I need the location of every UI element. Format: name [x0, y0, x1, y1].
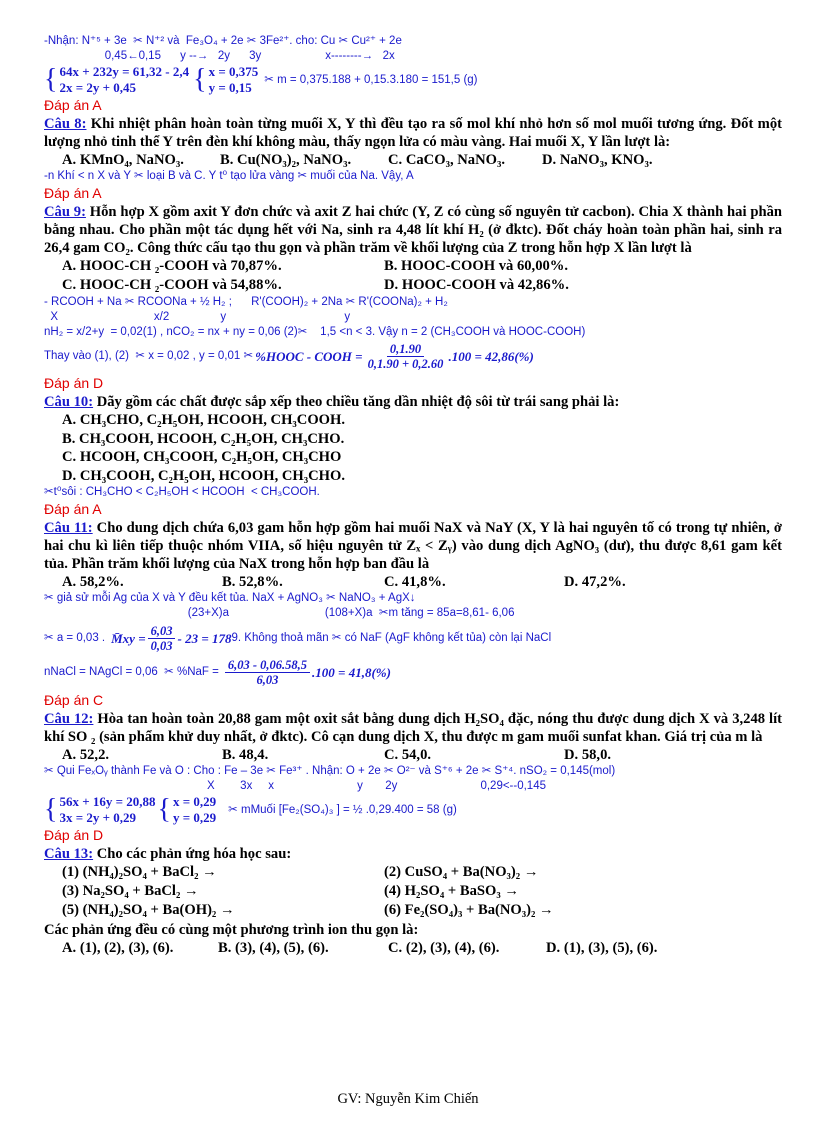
answer-label: Đáp án D: [44, 827, 104, 843]
equation: 64x + 232y = 61,32 - 2,4: [59, 64, 190, 79]
denominator: 0,1.90 + 0,2.60: [367, 357, 444, 371]
option-a: A. (1), (2), (3), (6).: [62, 940, 174, 956]
equation: x = 0,29: [172, 794, 217, 809]
equation-system: { x = 0,375 y = 0,15: [193, 64, 259, 95]
equation: 2x = 2y + 0,45: [59, 80, 137, 95]
solution-line: -Nhận: N⁺⁵ + 3e ✂ N⁺² và Fe₃O₄ + 2e ✂ 3Fe²⁺. cho: Cu ✂ Cu²⁺ + 2e: [44, 35, 402, 47]
option-b: B. (3), (4), (5), (6).: [218, 940, 329, 956]
option-b: B. 48,4.: [222, 747, 269, 763]
solution-line: (23+X)a (108+X)a ✂m tăng = 85a=8,61- 6,06: [44, 607, 515, 619]
answer-label: Đáp án A: [44, 501, 102, 517]
formula-rhs: .100 = 41,8(%): [312, 664, 391, 680]
option-c: C. 54,0.: [384, 747, 432, 763]
question-12: [44, 710, 782, 746]
option-a: A. 58,2%.: [62, 574, 124, 590]
equation: y = 0,29: [172, 810, 217, 825]
numerator: 6,03: [148, 624, 176, 639]
fraction: [148, 624, 176, 653]
option-c: C. 41,8%.: [384, 574, 446, 590]
question-number: Câu 11:: [44, 520, 93, 536]
solution-text: ✂ a = 0,03 .: [44, 632, 106, 644]
question-text: Cho các phản ứng hóa học sau:: [93, 846, 292, 862]
formula-lhs: %HOOC - COOH =: [255, 348, 363, 364]
reaction-4: (4) H₂SO₄ + BaSO₃ →: [384, 883, 519, 899]
equation-system: { 64x + 232y = 61,32 - 2,4 2x = 2y + 0,45: [44, 64, 190, 95]
solution-text: 9. Không thoả mãn ✂ có NaF (AgF không kết tủa) còn lại NaCl: [231, 632, 552, 644]
reactions-grid: [44, 863, 782, 920]
option-d: D. HOOC-COOH và 42,86%.: [384, 277, 569, 293]
fraction: [225, 658, 310, 687]
solution-line: X 3x x y 2y 0,29<--0,145: [44, 780, 546, 792]
option-b: B. CH₃COOH, HCOOH, C₂H₅OH, CH₃CHO.: [62, 430, 345, 447]
denominator: 6,03: [256, 673, 279, 687]
solution-line: ✂ giả sử mỗi Ag của X và Y đều kết tủa. NaX + AgNO₃ ✂ NaNO₃ + AgX↓: [44, 592, 416, 604]
solution-line: 0,45←0,15 y --→ 2y 3y x--------→ 2x: [44, 50, 395, 62]
page-content: [44, 34, 782, 957]
question-text: Cho dung dịch chứa 6,03 gam hỗn hợp gồm hai muối NaX và NaY (X, Y là hai nguyên tố có trong tự nhiên, ở hai chu kì liên tiếp thuộc nhóm VIIA, số hiệu nguyên tử Zₓ < Zᵧ) vào dung dịch AgNO₃ (dư), thu được 8,61 gam kết tủa. Phần trăm khối lượng của NaX trong hỗn hợp ban đầu là: [44, 520, 783, 572]
formula-rhs: - 23 = 178: [177, 630, 232, 646]
reaction-2: (2) CuSO₄ + Ba(NO₃)₂ →: [384, 864, 539, 880]
solution-line: ✂t⁰sôi : CH₃CHO < C₂H₅OH < HCOOH < CH₃COOH.: [44, 486, 320, 498]
equation: x = 0,375: [208, 64, 259, 79]
numerator: 6,03 - 0,06.58,5: [225, 658, 310, 673]
question-11: [44, 519, 782, 573]
equation-system-row: [44, 794, 782, 826]
option-c: C. HCOOH, CH₃COOH, C₂H₅OH, CH₃CHO: [62, 449, 342, 465]
question-number: Câu 8:: [44, 116, 87, 132]
option-d: D. 58,0.: [564, 747, 612, 763]
option-b: B. 52,8%.: [222, 574, 283, 590]
option-d: D. CH₃COOH, C₂H₅OH, HCOOH, CH₃CHO.: [62, 467, 346, 484]
option-a: A. HOOC-CH ₂-COOH và 70,87%.: [62, 258, 282, 274]
question-number: Câu 13:: [44, 846, 94, 862]
question-8: [44, 115, 782, 151]
option-c: C. HOOC-CH ₂-COOH và 54,88%.: [62, 277, 282, 293]
reaction-1: (1) (NH₄)₂SO₄ + BaCl₂ →: [62, 864, 217, 880]
question-number: Câu 9:: [44, 204, 86, 220]
option-a: A. 52,2.: [62, 747, 110, 763]
reaction-6: (6) Fe₂(SO₄)₃ + Ba(NO₃)₂ →: [384, 902, 554, 918]
options-grid: [44, 257, 782, 295]
formula-row: [44, 658, 782, 687]
option-d: D. 47,2%.: [564, 574, 626, 590]
option-b: B. Cu(NO₃)₂, NaNO₃.: [220, 152, 352, 168]
page-footer: GV: Nguyễn Kim Chiến: [337, 1091, 479, 1107]
question-text: Dãy gồm các chất được sắp xếp theo chiều tăng dần nhiệt độ sôi từ trái sang phải là:: [93, 394, 620, 410]
answer-label: Đáp án C: [44, 692, 104, 708]
options-row: [44, 151, 782, 169]
option-a: A. CH₃CHO, C₂H₅OH, HCOOH, CH₃COOH.: [62, 412, 346, 428]
equation-system: { 56x + 16y = 20,88 3x = 2y + 0,29: [44, 794, 156, 825]
solution-line: nH₂ = x/2+y = 0,02(1) , nCO₂ = nx + ny = 0,06 (2)✂ 1,5 <n < 3. Vậy n = 2 (CH₃COOH và HOOC-COOH): [44, 326, 586, 338]
option-c: C. CaCO₃, NaNO₃.: [388, 152, 505, 168]
solution-text: Thay vào (1), (2) ✂ x = 0,02 , y = 0,01 ✂: [44, 350, 254, 362]
solution-result: ✂ m = 0,375.188 + 0,15.3.180 = 151,5 (g): [264, 73, 478, 86]
question-text: Hòa tan hoàn toàn 20,88 gam một oxit sắt bằng dung dịch H₂SO₄ đặc, nóng thu được dung dịch X và 3,248 lít khí SO ₂ (sản phẩm khử duy nhất, ở đktc). Cô cạn dung dịch X, thu được m gam muối sunfat khan. Giá trị của m là: [44, 711, 782, 745]
formula-rhs: .100 = 42,86(%): [448, 348, 534, 364]
equation: y = 0,15: [208, 80, 252, 95]
solution-line: -n Khí < n X và Y ✂ loại B và C. Y t⁰ tạo lửa vàng ✂ muối của Na. Vậy, A: [44, 170, 414, 182]
formula-lhs: M̄xy =: [111, 630, 146, 646]
question-number: Câu 12:: [44, 711, 94, 727]
equation-system-row: [44, 64, 782, 96]
equation: 3x = 2y + 0,29: [59, 810, 137, 825]
solution-result: ✂ mMuối [Fe₂(SO₄)₃ ] = ½ .0,29.400 = 58 (g): [228, 803, 457, 816]
formula-row: [44, 342, 782, 371]
question-text: Hỗn hợp X gồm axit Y đơn chức và axit Z hai chức (Y, Z có cùng số nguyên tử cacbon). Chia X thành hai phần bằng nhau. Cho phần một tác dụng hết với Na, sinh ra 4,48 lít khí H₂ (ở đktc). Đốt cháy hoàn toàn phần hai, sinh ra 26,4 gam CO₂. Công thức cấu tạo thu gọn và phần trăm về khối lượng của Z trong hỗn hợp X lần lượt là: [44, 204, 782, 256]
solution-line: - RCOOH + Na ✂ RCOONa + ½ H₂ ; R'(COOH)₂ + 2Na ✂ R'(COONa)₂ + H₂: [44, 296, 448, 308]
answer-label: Đáp án A: [44, 97, 102, 113]
question-10: [44, 393, 782, 411]
solution-line: ✂ Qui FeₓOᵧ thành Fe và O : Cho : Fe – 3e ✂ Fe³⁺ . Nhận: O + 2e ✂ O²⁻ và S⁺⁶ + 2e ✂ S⁺⁴. nSO₂ = 0,145(mol): [44, 765, 616, 777]
numerator: 0,1.90: [387, 342, 424, 357]
equation-system: { x = 0,29 y = 0,29: [157, 794, 217, 825]
options-row: [44, 746, 782, 764]
denominator: 0,03: [150, 639, 173, 653]
reaction-3: (3) Na₂SO₄ + BaCl₂ →: [62, 883, 199, 899]
solution-text: nNaCl = NAgCl = 0,06 ✂ %NaF =: [44, 666, 219, 678]
solution-line: X x/2 y y: [44, 311, 351, 323]
question-13-prompt: Các phản ứng đều có cùng một phương trình ion thu gọn là:: [44, 922, 419, 938]
option-c: C. (2), (3), (4), (6).: [388, 940, 500, 956]
option-b: B. HOOC-COOH và 60,00%.: [384, 258, 569, 274]
answer-label: Đáp án A: [44, 185, 102, 201]
option-a: A. KMnO₄, NaNO₃.: [62, 152, 184, 168]
options-row: [44, 573, 782, 591]
question-text: Khi nhiệt phân hoàn toàn từng muối X, Y thì đều tạo ra số mol khí nhỏ hơn số mol muối tương ứng. Đốt một lượng nhỏ tinh thể Y trên đèn khí không màu, thấy ngọn lửa có màu vàng. Hai muối X, Y lần lượt là:: [44, 116, 782, 150]
equation: 56x + 16y = 20,88: [59, 794, 156, 809]
question-9: [44, 203, 782, 257]
fraction: [365, 342, 447, 371]
option-d: D. (1), (3), (5), (6).: [546, 940, 658, 956]
reaction-5: (5) (NH₄)₂SO₄ + Ba(OH)₂ →: [62, 902, 235, 918]
options-row: [44, 939, 782, 957]
formula-row: [44, 624, 782, 653]
question-number: Câu 10:: [44, 394, 94, 410]
options-list: [44, 411, 782, 485]
answer-label: Đáp án D: [44, 375, 104, 391]
option-d: D. NaNO₃, KNO₃.: [542, 152, 653, 168]
question-13: [44, 845, 782, 863]
